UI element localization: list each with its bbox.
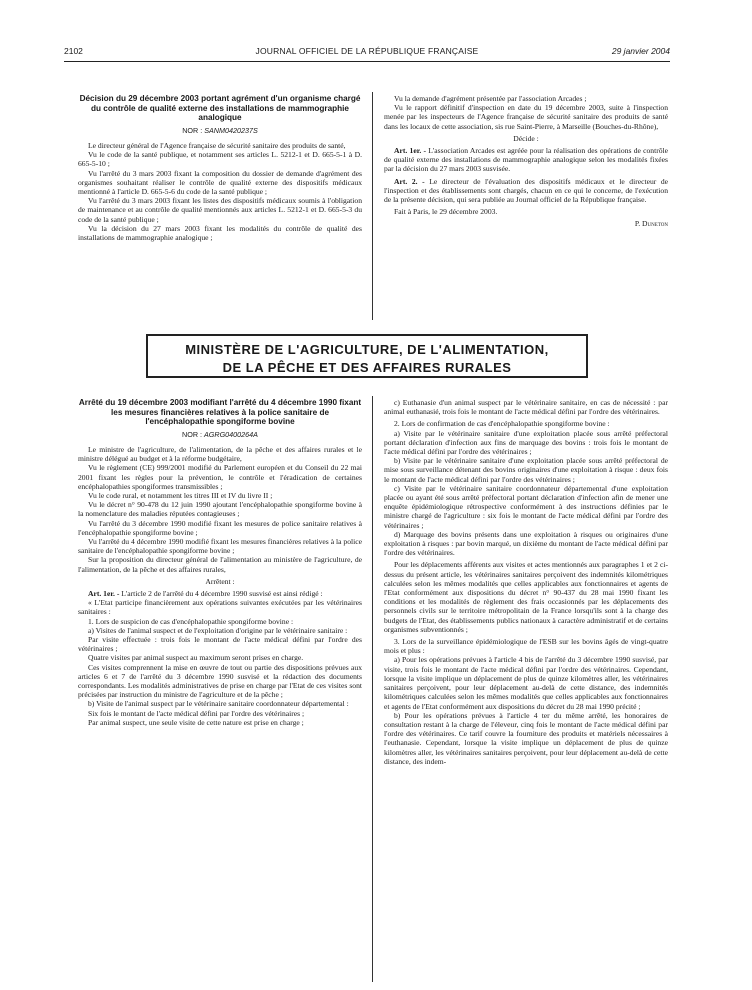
- article-text: L'association Arcades est agréée pour la réalisation des opérations de contrôle de qualité externe des installations de mammographie analogique selon les modalités fixées par la décision du 27 mars 2003 susvisée.: [384, 146, 668, 174]
- article-label: Art. 1er. -: [88, 589, 120, 599]
- paragraph: Ces visites comprennent la mise en œuvre de tout ou partie des dispositions prévues aux articles 6 et 7 de l'arrêté du 3 décembre 1990 susvisé et la rédaction des documents correspondants. Les modalités administratives de prise en charge par l'Etat de ces visites sont précisées par instruction du ministre de l'agriculture et de la pêche ;: [78, 662, 362, 700]
- article-label: Art. 1er. -: [394, 146, 427, 156]
- article-text: Le directeur de l'évaluation des dispositifs médicaux et le directeur de l'inspection et des établissements sont chargés, chacun en ce qui le concerne, de l'exécution de la présente décision, qui sera publiée au Journal officiel de la République française.: [384, 176, 668, 205]
- arrete-nor: [78, 430, 362, 439]
- arrete-left-column: [78, 398, 362, 727]
- paragraph: 3. Lors de la surveillance épidémiologique de l'ESB sur les bovins âgés de vingt-quatre mois et plus :: [384, 637, 668, 656]
- paragraph: a) Pour les opérations prévues à l'article 4 bis de l'arrêté du 3 décembre 1990 susvisé, par visite, trois fois le montant de l'acte médical défini par l'ordre des vétérinaires. Cependant, lorsque la visite implique un déplacement de plus de quinze kilomètres aller, les vétérinaires sanitaires perçoivent, pour leur déplacement au-delà de cette distance, des indemnités kilométriques calculées selon les mêmes modalités que celles applicables aux fonctionnaires et agents de l'Etat conformément aux dispositions du décret du 28 mai 1990 précité ;: [384, 655, 668, 711]
- paragraph: c) Visite par le vétérinaire sanitaire coordonnateur départemental d'une exploitation placée ou ayant été sous arrêté préfectoral portant déclaration d'infection afin de mener une enquête épidémiologique rétrospective conformément à des instructions définies par le ministre chargé de l'agriculture : six fois le montant de l'acte médical défini par l'ordre des vétérinaires ;: [384, 483, 668, 530]
- paragraph: b) Visite de l'animal suspect par le vétérinaire sanitaire coordonnateur départemental :: [88, 699, 349, 709]
- paragraph: Vu l'arrêté du 4 décembre 1990 modifié fixant les mesures financières relatives à la police sanitaire de l'encéphalopathie spongiforme bovine ;: [78, 537, 362, 556]
- journal-title: JOURNAL OFFICIEL DE LA RÉPUBLIQUE FRANÇAISE: [255, 46, 479, 56]
- paragraph: Six fois le montant de l'acte médical défini par l'ordre des vétérinaires ;: [88, 708, 305, 718]
- nor-label: NOR :: [182, 429, 202, 439]
- nor-label: NOR :: [182, 125, 203, 135]
- decision-title: Décision du 29 décembre 2003 portant agrément d'un organisme chargé du contrôle de qualité externe des installations de mammographie analogique: [79, 94, 361, 123]
- paragraph: Pour les déplacements afférents aux visites et actes mentionnés aux paragraphes 1 et 2 ci-dessus du présent article, les vétérinaires sanitaires perçoivent des indemnités kilométriques calculées selon les mêmes modalités que celles applicables aux fonctionnaires et agents de l'Etat conformément aux dispositions du décret n° 90-437 du 28 mai 1990 fixant les conditions et les modalités de règlement des frais occasionnés par les déplacements des personnels civils sur le territoire métropolitain de la France lorsqu'ils sont à la charge des budgets de l'Etat, des établissements publics nationaux à caractère administratif et de certains organismes subventionnés ;: [384, 560, 668, 634]
- decision-right-column: [384, 94, 668, 229]
- paragraph: Par animal suspect, une seule visite de cette nature est prise en charge ;: [88, 717, 304, 727]
- paragraph: Quatre visites par animal suspect au maximum seront prises en charge.: [88, 653, 304, 663]
- paragraph: b) Pour les opérations prévues à l'article 4 ter du même arrêté, les honoraires de consultation restant à la charge de l'éleveur, cinq fois le montant de l'acte médical défini par l'ordre des vétérinaires. Ce tarif couvre la fourniture des produits et matériels nécessaires à l'euthanasie. Cependant, lorsque la visite implique un déplacement de plus de quinze kilomètres aller, les vétérinaires sanitaires perçoivent, pour leur déplacement au-delà de cette distance, des indem-: [384, 710, 668, 766]
- paragraph: Le directeur général de l'Agence française de sécurité sanitaire des produits de santé,: [88, 140, 346, 150]
- paragraph: Vu l'arrêté du 3 mars 2003 fixant la composition du dossier de demande d'agrément des organismes souhaitant réaliser le contrôle de qualité externe des dispositifs médicaux mentionné à l'article D. 665-5-6 du code de la santé publique ;: [78, 168, 362, 196]
- article-text: L'article 2 de l'arrêté du 4 décembre 1990 susvisé est ainsi rédigé :: [121, 589, 323, 599]
- signature: P. Duneton: [634, 219, 668, 229]
- paragraph: Vu l'arrêté du 3 décembre 1990 modifié fixant les mesures de police sanitaire relatives à l'encéphalopathie spongiforme bovine ;: [78, 518, 362, 537]
- arrete-right-column: [384, 398, 668, 766]
- page-number: 2102: [64, 46, 83, 56]
- paragraph: Sur la proposition du directeur général de l'alimentation au ministère de l'agriculture, de l'alimentation, de la pêche et des affaires rurales,: [78, 555, 362, 574]
- ministry-line: MINISTÈRE DE L'AGRICULTURE, DE L'ALIMENTATION,: [185, 342, 549, 357]
- nor-code: SANM0420237S: [204, 125, 258, 135]
- decide-heading: Décide :: [513, 133, 539, 143]
- paragraph: Vu l'arrêté du 3 mars 2003 fixant les listes des dispositifs médicaux soumis à l'obligation de maintenance et au contrôle de qualité mentionnés aux articles L. 5212-1 et D. 665-5-3 du code de la santé publique ;: [78, 196, 362, 224]
- paragraph: 2. Lors de confirmation de cas d'encéphalopathie spongiforme bovine :: [394, 419, 610, 429]
- decision-nor: [78, 126, 362, 135]
- paragraph: Vu le règlement (CE) 999/2001 modifié du Parlement européen et du Conseil du 22 mai 2001 fixant les règles pour la prévention, le contrôle et l'éradication de certaines encéphalopathies spongiformes transmissibles ;: [78, 463, 362, 491]
- paragraph: c) Euthanasie d'un animal suspect par le vétérinaire sanitaire, en cas de nécessité : par animal euthanasié, trois fois le montant de l'acte médical défini par l'ordre des vétérinaires.: [384, 398, 668, 417]
- paragraph: « L'Etat participe financièrement aux opérations suivantes exécutées par les vétérinaires sanitaires :: [78, 598, 362, 617]
- paragraph: Vu la demande d'agrément présentée par l'association Arcades ;: [394, 94, 587, 103]
- page-header: [64, 46, 670, 60]
- arrete-title: Arrêté du 19 décembre 2003 modifiant l'arrêté du 4 décembre 1990 fixant les mesures financières relatives à la police sanitaire de l'encéphalopathie spongiforme bovine: [78, 398, 362, 427]
- paragraph: Vu le code rural, et notamment les titres III et IV du livre II ;: [88, 491, 273, 500]
- column-divider: [372, 92, 373, 320]
- paragraph: Vu le décret n° 90-478 du 12 juin 1990 ajoutant l'encéphalopathie spongiforme bovine à la nomenclature des maladies réputées contagieuses ;: [78, 500, 362, 519]
- ministry-line: DE LA PÊCHE ET DES AFFAIRES RURALES: [222, 360, 512, 375]
- paragraph: Vu le rapport définitif d'inspection en date du 19 décembre 2003, suite à l'inspection menée par les inspecteurs de l'Agence française de sécurité sanitaire des produits de santé dans les locaux de cette association, sis rue Saint-Pierre, à Marseille (Bouches-du-Rhône),: [384, 103, 668, 131]
- decision-left-column: [78, 94, 362, 242]
- arretent-heading: Arrêtent :: [205, 576, 235, 586]
- paragraph: Le ministre de l'agriculture, de l'alimentation, de la pêche et des affaires rurales et le ministre délégué au budget et à la réforme budgétaire,: [78, 444, 362, 464]
- nor-code: AGRG0400264A: [204, 429, 258, 439]
- done-at: Fait à Paris, le 29 décembre 2003.: [394, 207, 498, 217]
- paragraph: Vu le code de la santé publique, et notamment ses articles L. 5212-1 et D. 665-5-1 à D. 665-5-10 ;: [78, 150, 362, 169]
- publication-date: 29 janvier 2004: [611, 46, 670, 56]
- column-divider: [372, 396, 373, 982]
- paragraph: b) Visite par le vétérinaire sanitaire d'une exploitation placée sous arrêté préfectoral de mise sous surveillance détenant des bovins originaires d'une exploitation à risque : deux fois le montant de l'acte médical défini par l'ordre des vétérinaires ;: [384, 456, 668, 484]
- paragraph: Par visite effectuée : trois fois le montant de l'acte médical défini par l'ordre des vétérinaires ;: [78, 635, 362, 654]
- paragraph: a) Visites de l'animal suspect et de l'exploitation d'origine par le vétérinaire sanitaire :: [88, 625, 348, 635]
- paragraph: d) Marquage des bovins présents dans une exploitation à risques ou originaires d'une exploitation à risques : par bovin marqué, un dixième du montant de l'acte médical défini par l'ordre des vétérinaires.: [384, 529, 668, 558]
- paragraph: 1. Lors de suspicion de cas d'encéphalopathie spongiforme bovine :: [88, 616, 294, 626]
- article-label: Art. 2. -: [394, 176, 425, 186]
- paragraph: Vu la décision du 27 mars 2003 fixant les modalités du contrôle de qualité des installations de mammographie analogique ;: [78, 223, 362, 243]
- header-rule: [64, 61, 670, 62]
- paragraph: a) Visite par le vétérinaire sanitaire d'une exploitation placée sous arrêté préfectoral portant déclaration d'infection aux fins de marquage des bovins : trois fois le montant de l'acte médical défini par l'ordre des vétérinaires ;: [384, 428, 668, 457]
- ministry-heading: [146, 334, 588, 378]
